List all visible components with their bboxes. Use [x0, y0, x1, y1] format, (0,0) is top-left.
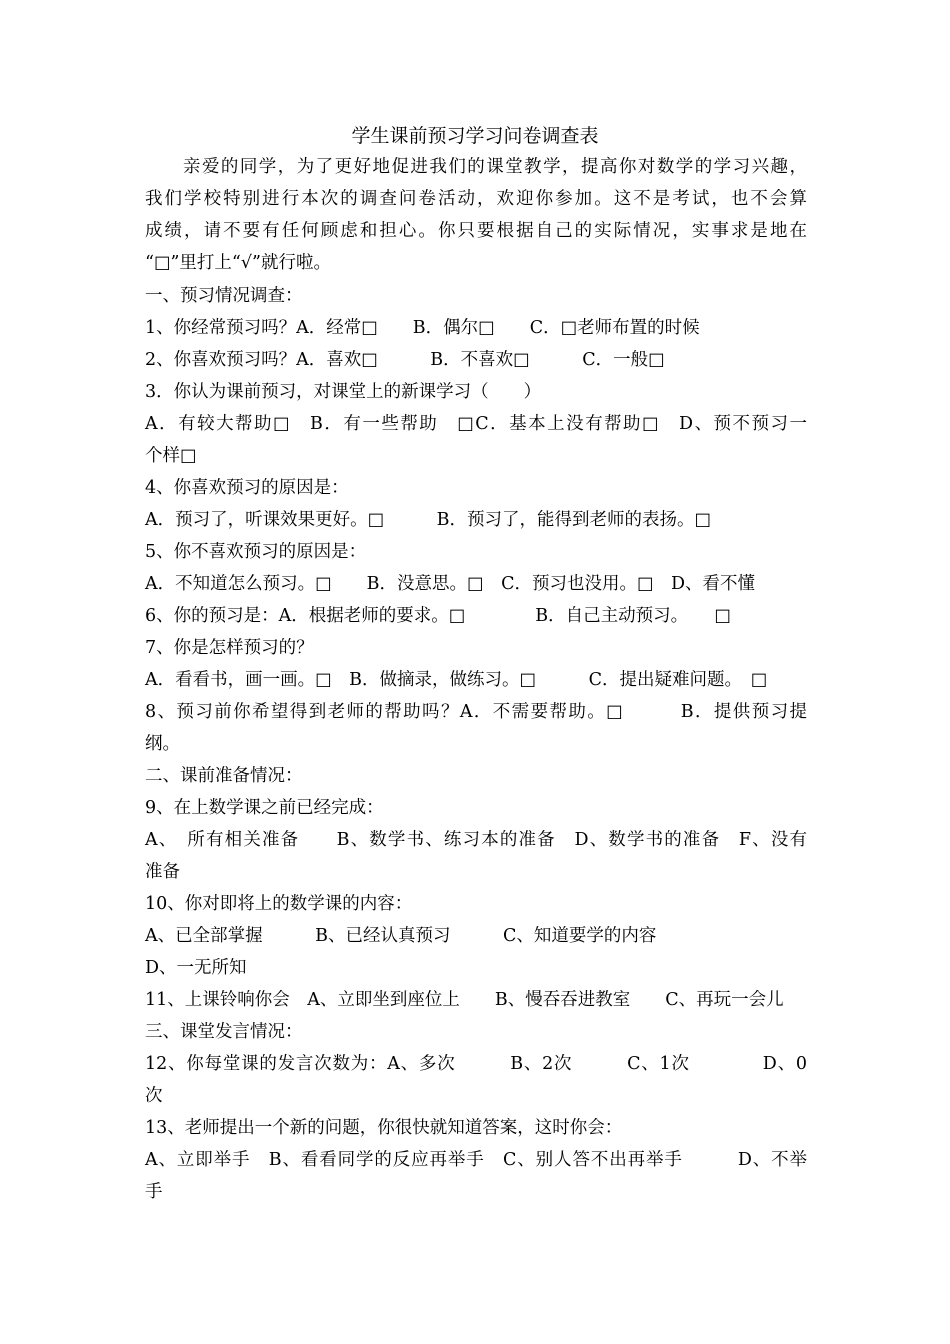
intro-line-4: “□”里打上“√”就行啦。	[145, 253, 331, 273]
question-9-options: A、 所有相关准备 B、数学书、练习本的准备 D、数学书的准备 F、没有	[145, 830, 807, 850]
question-9-options-cont: 准备	[145, 862, 180, 882]
question-8-cont: 纲。	[145, 734, 180, 754]
question-1: 1、你经常预习吗？A．经常□ B．偶尔□ C．□老师布置的时候	[145, 318, 700, 338]
question-2: 2、你喜欢预习吗？A．喜欢□ B．不喜欢□ C．一般□	[145, 350, 665, 370]
intro-line-1: 亲爱的同学，为了更好地促进我们的课堂教学，提高你对数学的学习兴趣，	[183, 157, 807, 177]
question-13: 13、老师提出一个新的问题，你很快就知道答案，这时你会：	[145, 1118, 623, 1138]
question-10: 10、你对即将上的数学课的内容：	[145, 894, 413, 914]
question-11: 11、上课铃响你会 A、立即坐到座位上 B、慢吞吞进教室 C、再玩一会儿	[145, 990, 784, 1010]
question-10-options-cont: D、一无所知	[145, 958, 247, 978]
question-7: 7、你是怎样预习的？	[145, 638, 314, 658]
question-8: 8、预习前你希望得到老师的帮助吗？A．不需要帮助。□ B．提供预习提	[145, 702, 807, 722]
intro-line-3: 成绩，请不要有任何顾虑和担心。你只要根据自己的实际情况，实事求是地在	[145, 221, 807, 241]
question-4: 4、你喜欢预习的原因是：	[145, 478, 349, 498]
question-5-options: A．不知道怎么预习。□ B．没意思。□ C．预习也没用。□ D、看不懂	[145, 574, 756, 594]
question-13-options: A、立即举手 B、看看同学的反应再举手 C、别人答不出再举手 D、不举	[145, 1150, 807, 1170]
question-12: 12、你每堂课的发言次数为：A、多次 B、2次 C、1次 D、0	[145, 1054, 807, 1074]
section-heading-1: 一、预习情况调查：	[145, 286, 303, 306]
question-3-options-cont: 个样□	[145, 446, 197, 466]
section-heading-2: 二、课前准备情况：	[145, 766, 303, 786]
question-10-options: A、已全部掌握 B、已经认真预习 C、知道要学的内容	[145, 926, 657, 946]
question-5: 5、你不喜欢预习的原因是：	[145, 542, 367, 562]
question-3-options: A．有较大帮助□ B．有一些帮助 □C．基本上没有帮助□ D、预不预习一	[145, 414, 807, 434]
intro-line-2: 我们学校特别进行本次的调查问卷活动，欢迎你参加。这不是考试，也不会算	[145, 189, 807, 209]
question-6: 6、你的预习是：A．根据老师的要求。□ B．自己主动预习。 □	[145, 606, 731, 626]
question-4-options: A．预习了，听课效果更好。□ B．预习了，能得到老师的表扬。□	[145, 510, 712, 530]
question-12-cont: 次	[145, 1086, 163, 1106]
question-7-options: A．看看书，画一画。□ B．做摘录，做练习。□ C．提出疑难问题。 □	[145, 670, 768, 690]
section-heading-3: 三、课堂发言情况：	[145, 1022, 303, 1042]
question-9: 9、在上数学课之前已经完成：	[145, 798, 384, 818]
document-title: 学生课前预习学习问卷调查表	[351, 125, 599, 147]
question-13-options-cont: 手	[145, 1182, 163, 1202]
question-3: 3．你认为课前预习，对课堂上的新课学习（ ）	[145, 382, 542, 402]
